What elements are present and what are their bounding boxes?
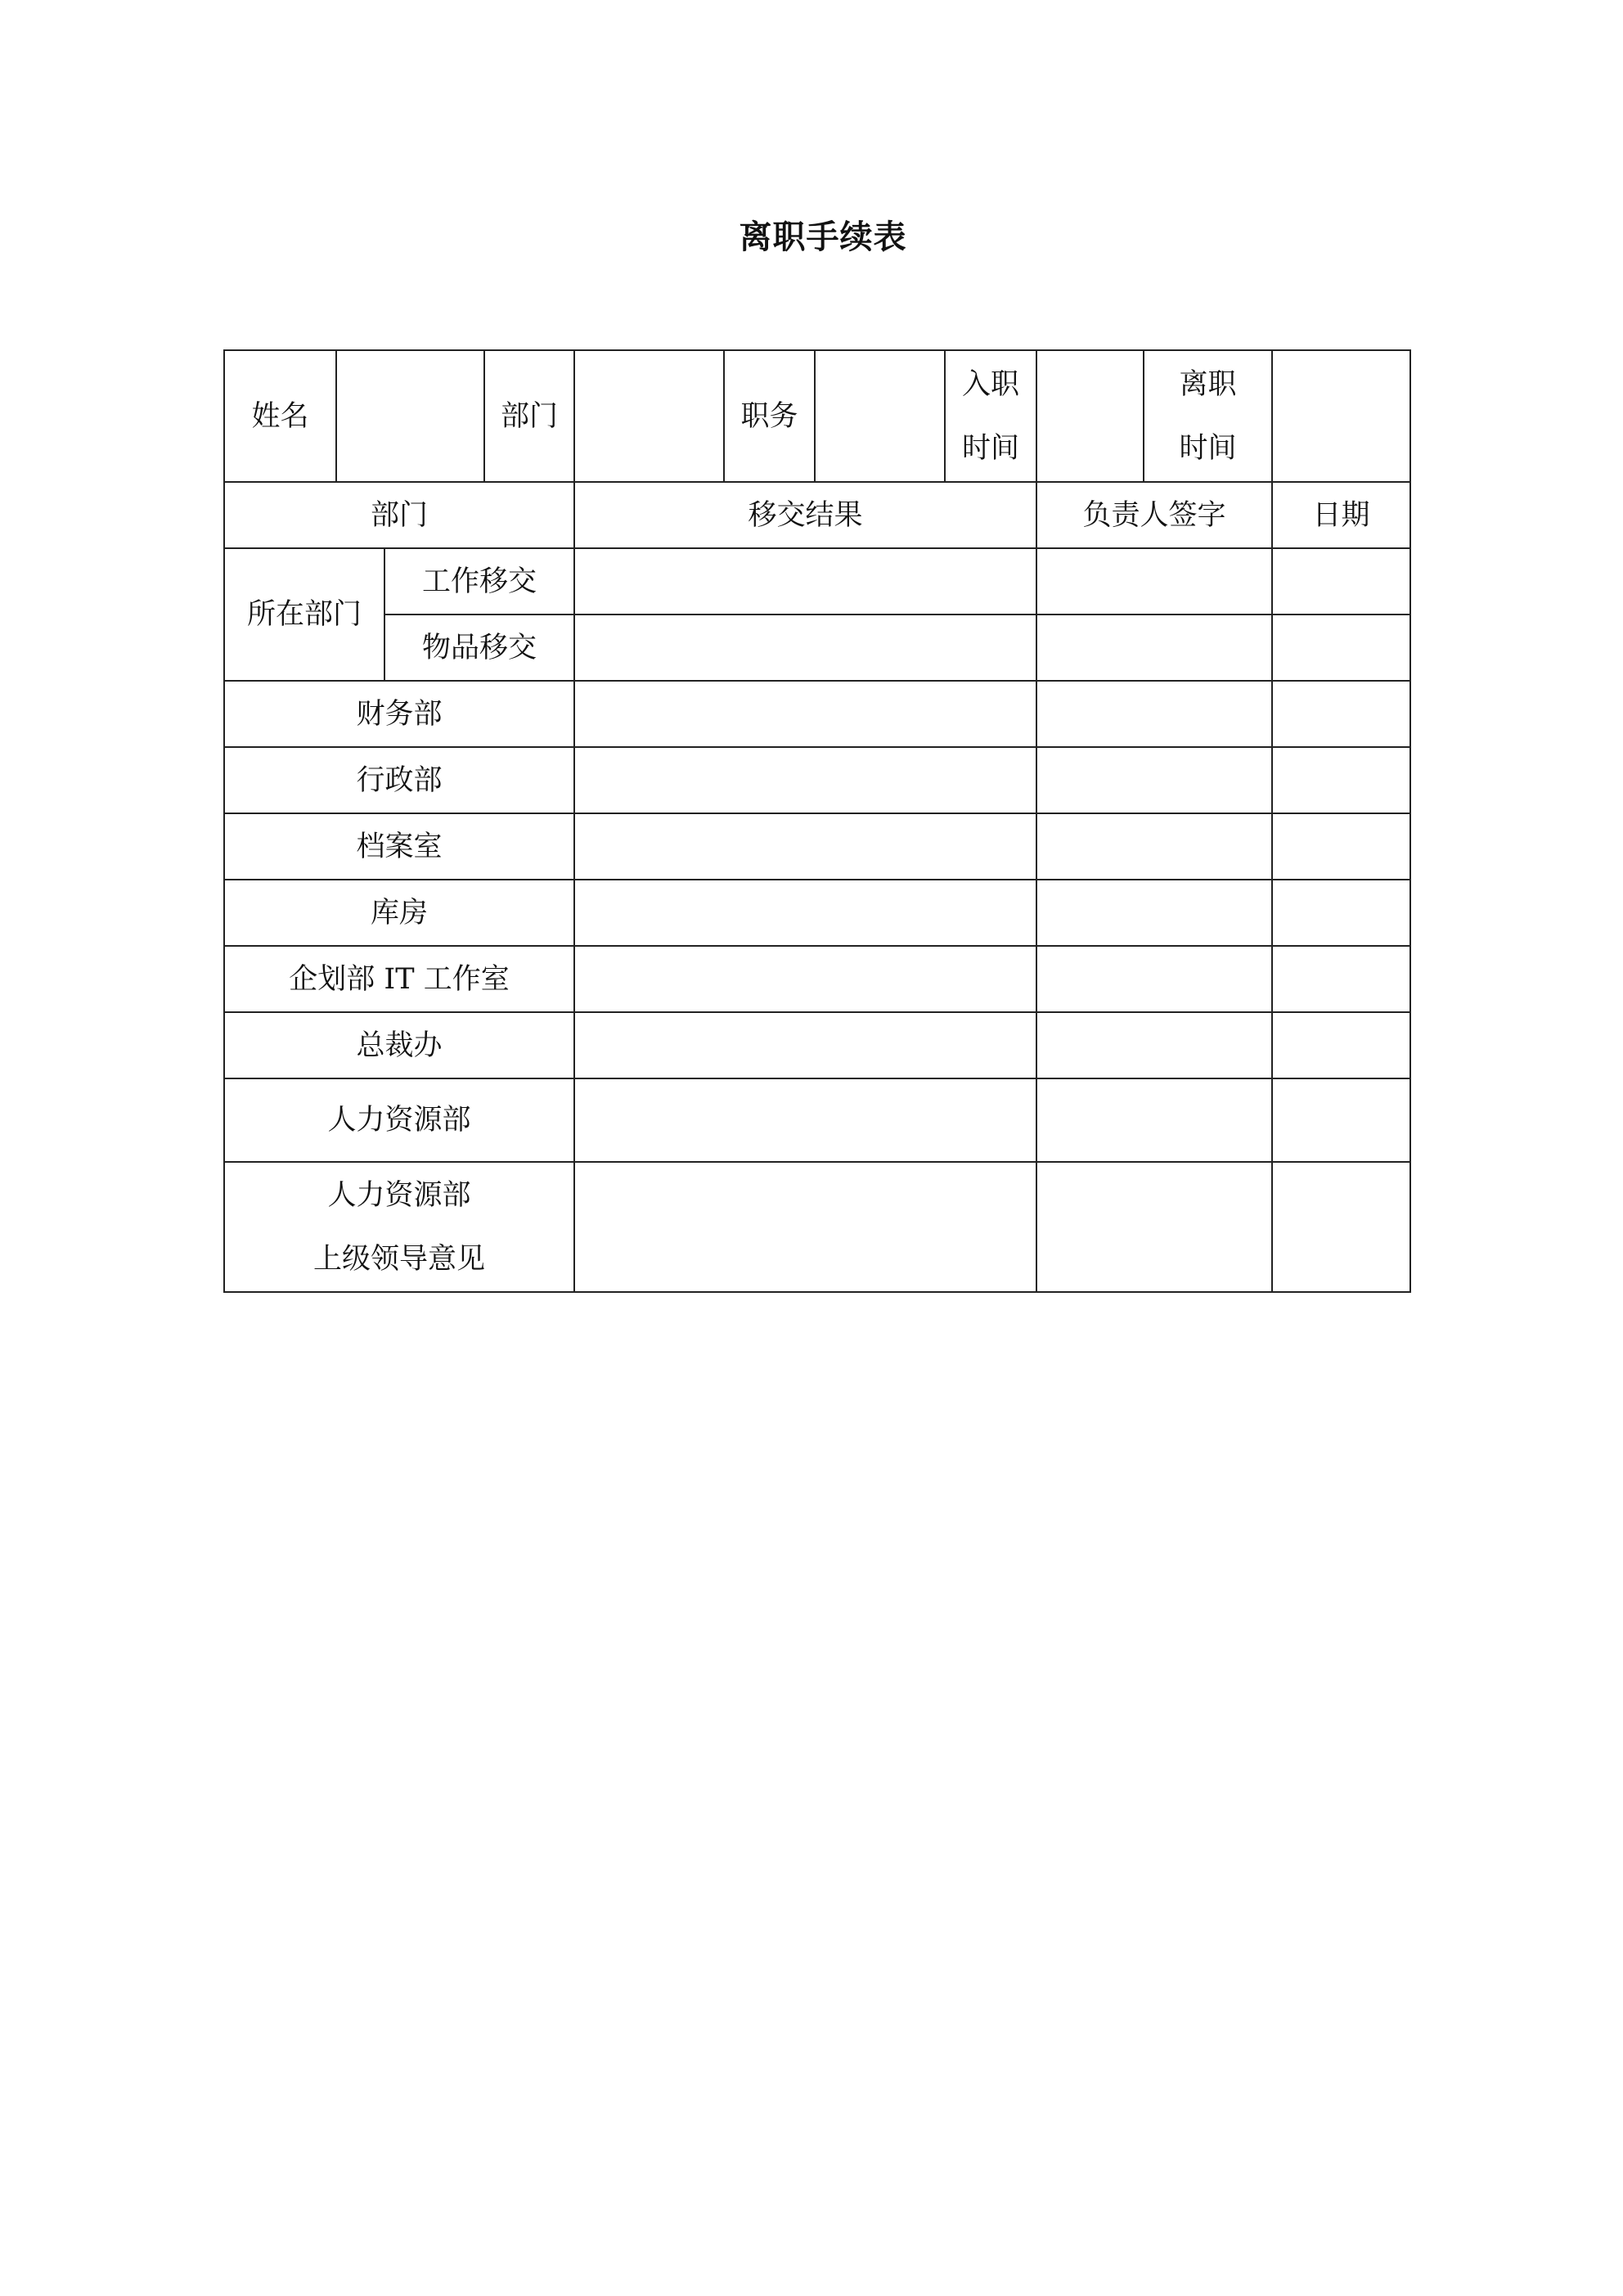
handover-result-cell[interactable] [574,548,1036,615]
handover-result-cell[interactable] [574,615,1036,681]
handover-result-cell[interactable] [574,1162,1036,1292]
signature-cell[interactable] [1036,615,1272,681]
dept-row-hr-leader [224,1162,1410,1292]
signature-cell[interactable] [1036,747,1272,813]
handover-result-cell[interactable] [574,880,1036,946]
leave-date-label-line1: 离职 [1179,367,1237,401]
dept-row-archive [224,813,1410,880]
handover-result-cell[interactable] [574,747,1036,813]
signature-cell[interactable] [1036,1012,1272,1078]
resignation-form-table [223,349,1411,1293]
dept-label: 部门 [484,350,574,482]
signature-cell[interactable] [1036,1078,1272,1162]
date-cell[interactable] [1272,946,1410,1012]
entry-date-label-line1: 入职 [961,367,1019,401]
entry-date-label-line2: 时间 [961,431,1019,465]
date-cell[interactable] [1272,548,1410,615]
own-dept-sub-items: 物品移交 [384,615,574,681]
dept-label-planning-it: 企划部 IT 工作室 [224,946,574,1012]
dept-field[interactable] [574,350,724,482]
name-label: 姓名 [224,350,336,482]
date-cell[interactable] [1272,1162,1410,1292]
own-dept-row-items [224,615,1410,681]
position-field[interactable] [815,350,945,482]
dept-label-hr: 人力资源部 [224,1078,574,1162]
dept-row-hr [224,1078,1410,1162]
dept-row-president-office [224,1012,1410,1078]
dept-label-president-office: 总裁办 [224,1012,574,1078]
signature-cell[interactable] [1036,946,1272,1012]
entry-date-field[interactable] [1036,350,1144,482]
handover-result-cell[interactable] [574,813,1036,880]
page-title: 离职手续表 [739,218,907,256]
hr-leader-line1: 人力资源部 [327,1178,471,1212]
dept-row-warehouse [224,880,1410,946]
handover-result-cell[interactable] [574,1012,1036,1078]
col-header-signature: 负责人签字 [1036,482,1272,548]
name-field[interactable] [336,350,484,482]
own-dept-label: 所在部门 [224,548,384,681]
own-dept-row-work [224,548,1410,615]
date-cell[interactable] [1272,1012,1410,1078]
column-header-row [224,482,1410,548]
signature-cell[interactable] [1036,813,1272,880]
own-dept-sub-work: 工作移交 [384,548,574,615]
date-cell[interactable] [1272,813,1410,880]
hr-leader-line2: 上级领导意见 [312,1242,485,1276]
signature-cell[interactable] [1036,548,1272,615]
dept-label-admin: 行政部 [224,747,574,813]
col-header-date: 日期 [1272,482,1410,548]
info-row [224,350,1410,482]
dept-label-warehouse: 库房 [224,880,574,946]
leave-date-label [1144,350,1272,482]
dept-row-finance [224,681,1410,747]
leave-date-field[interactable] [1272,350,1410,482]
dept-label-archive: 档案室 [224,813,574,880]
dept-label-hr-leader [224,1162,574,1292]
leave-date-label-line2: 时间 [1179,431,1237,465]
col-header-department: 部门 [224,482,574,548]
entry-date-label [945,350,1036,482]
dept-row-planning-it [224,946,1410,1012]
dept-row-admin [224,747,1410,813]
date-cell[interactable] [1272,681,1410,747]
date-cell[interactable] [1272,747,1410,813]
handover-result-cell[interactable] [574,681,1036,747]
date-cell[interactable] [1272,615,1410,681]
date-cell[interactable] [1272,880,1410,946]
dept-label-finance: 财务部 [224,681,574,747]
col-header-handover-result: 移交结果 [574,482,1036,548]
signature-cell[interactable] [1036,681,1272,747]
signature-cell[interactable] [1036,1162,1272,1292]
handover-result-cell[interactable] [574,946,1036,1012]
signature-cell[interactable] [1036,880,1272,946]
date-cell[interactable] [1272,1078,1410,1162]
position-label: 职务 [724,350,815,482]
handover-result-cell[interactable] [574,1078,1036,1162]
